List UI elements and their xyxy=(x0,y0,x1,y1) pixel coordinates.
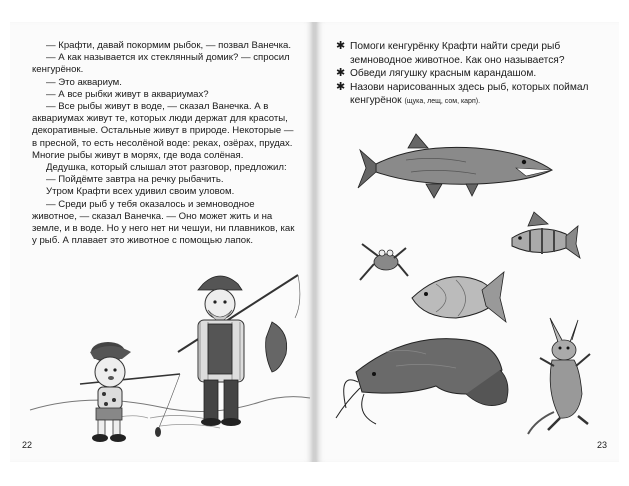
catfish xyxy=(336,339,508,424)
story-paragraph: — А как называется их стеклянный домик? — спросил кенгурёнок. xyxy=(32,52,290,76)
left-page xyxy=(10,22,313,462)
pike-fish xyxy=(358,134,552,198)
task-star-icon: ✱ xyxy=(336,80,346,93)
story-paragraph: Дедушка, который слышал этот разговор, предложил: xyxy=(46,162,287,174)
story-paragraph: — Крафти, давай покормим рыбок, — позвал Ванечка. xyxy=(46,40,292,51)
page-number-right: 23 xyxy=(596,440,607,450)
task-text: Помоги кенгурёнку Крафти найти среди рыб земноводное животное. Как оно называется? xyxy=(350,41,565,66)
story-paragraph: — Пойдёмте завтра на речку рыбачить. xyxy=(46,174,224,186)
grandfather-figure xyxy=(198,276,287,426)
boy-line xyxy=(158,374,180,430)
task-note: (щука, лещ, сом, карп). xyxy=(404,98,481,105)
story-paragraph: — Это аквариум. xyxy=(46,76,122,88)
story-paragraph: — Среди рыб у тебя оказалось и земноводное животное, — сказал Ванечка. — Оно может жить и на земле, и в воде. Но у него нет ни чешуи, ни плавников, как у рыб. А плавает это животное с помощью лапок. xyxy=(32,198,295,247)
shore-line xyxy=(30,397,310,412)
caught-fish xyxy=(266,322,287,372)
book-spread xyxy=(10,22,619,462)
float xyxy=(155,427,161,437)
page-number-left: 22 xyxy=(22,440,33,450)
fishing-illustration xyxy=(10,22,313,462)
task-star-icon: ✱ xyxy=(336,40,346,52)
story-paragraph: — Все рыбы живут в воде, — сказал Ванечка. А в аквариумах живут те, которых люди держат для красоты, декоративные. Остальные живут в природе. Некоторые — в пресной, то есть несолёной воде: реках, озёрах, прудах. Многие рыбы живут в морях, где вода солёная. xyxy=(32,101,294,161)
kangaroo-krafti xyxy=(528,318,590,434)
task-text: Обведи лягушку красным карандашом. xyxy=(350,68,537,79)
perch-fish xyxy=(512,212,580,258)
task-text: Назови нарисованных здесь рыб, которых поймал кенгурёнок xyxy=(350,81,589,106)
task-star-icon: ✱ xyxy=(336,67,346,79)
story-paragraph: — А все рыбки живут в аквариумах? xyxy=(46,88,209,100)
animals-illustration xyxy=(316,22,619,462)
story-paragraph: Утром Крафти всех удивил своим уловом. xyxy=(46,186,235,198)
grandpa-line xyxy=(295,275,300,318)
carp-fish xyxy=(412,272,506,322)
right-page xyxy=(316,22,619,462)
boy-figure xyxy=(90,342,131,442)
frog xyxy=(360,244,408,280)
